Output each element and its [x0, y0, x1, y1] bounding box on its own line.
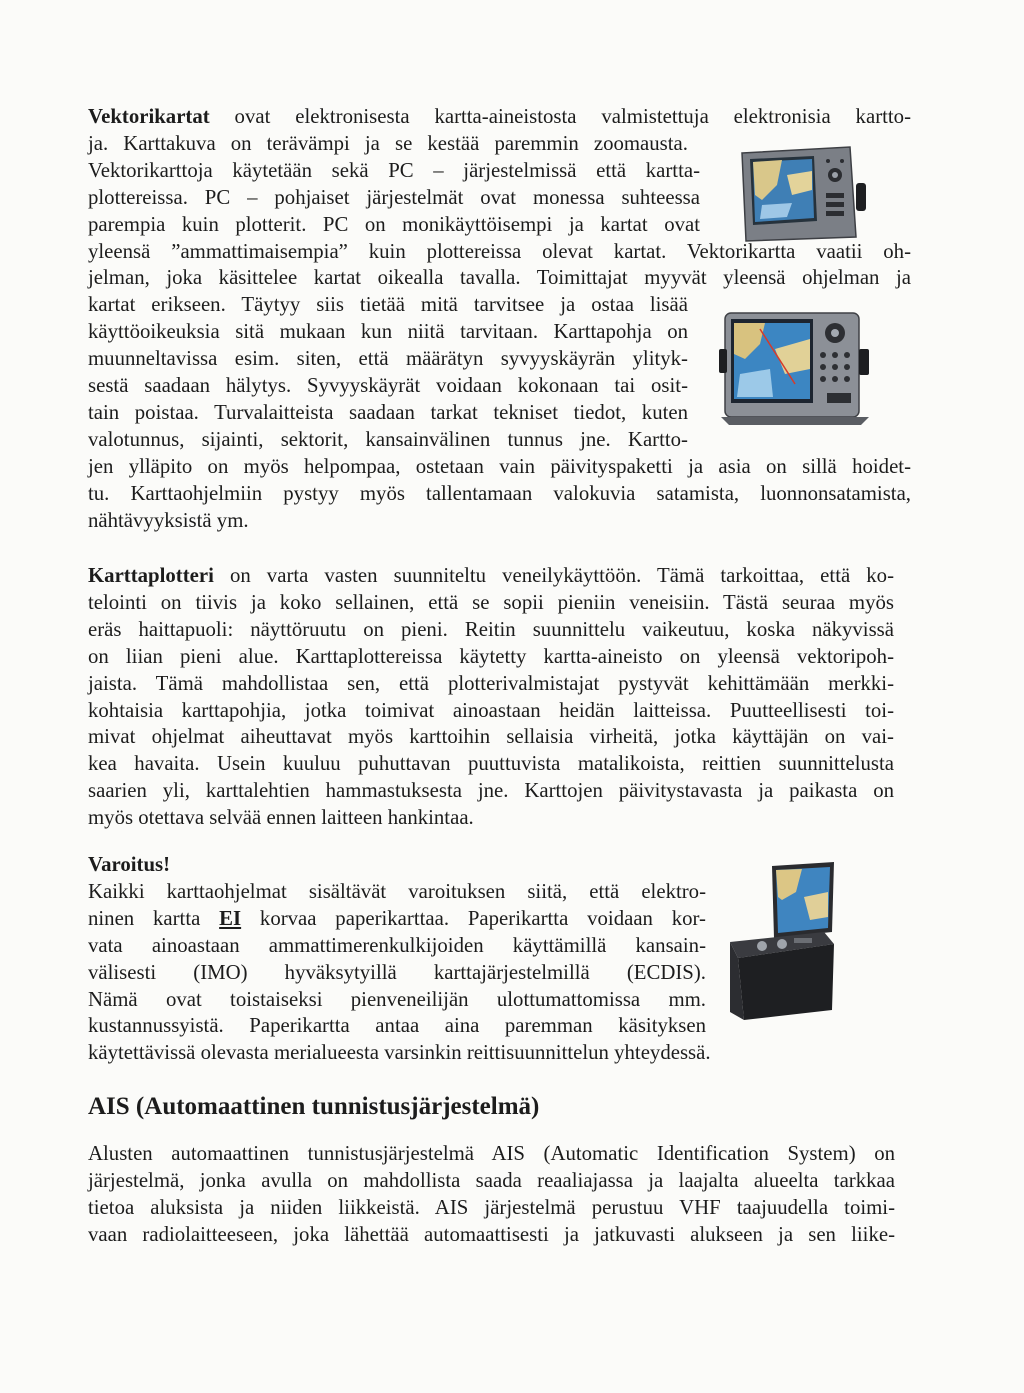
text-line: kartat erikseen. Täytyy siis tietää mitä tarvitsee ja ostaa lisää	[88, 293, 688, 317]
text-line: jaista. Tämä mahdollistaa sen, että plotterivalmistajat pystyvät kehittämään merkki-	[88, 671, 894, 695]
text-line: saarien yli, karttalehtien hammastuksesta jne. Karttojen päivitystavasta ja paikasta on	[88, 779, 894, 803]
term-vektorikartat: Vektorikartat	[88, 105, 210, 128]
text-line: Vektorikartat ovat elektronisesta kartta-aineistosta valmistettuja elektronisia kartto-	[88, 105, 911, 128]
text-line: yleensä ”ammattimaisempia” kuin plottereissa olevat kartat. Vektorikartta vaatii oh-	[88, 239, 911, 263]
ecdis-console-photo	[722, 862, 842, 1020]
text-line: käytettävissä olevasta merialueesta varsinkin reittisuunnittelun yhteydessä.	[88, 1041, 711, 1065]
text-line: Karttaplotteri on varta vasten suunniteltu veneilykäyttöön. Tämä tarkoittaa, että ko-	[88, 564, 894, 587]
text-line: mivat ohjelmat aiheuttavat myös karttoihin sellaisia virheitä, jotka käyttäjän on vai-	[88, 725, 894, 749]
text-line: telointi on tiivis ja koko sellainen, että se sopii pieniin veneisiin. Tästä seuraa myös	[88, 590, 894, 614]
text-line: valotunnus, sijainti, sektorit, kansainvälinen tunnus jne. Kartto-	[88, 427, 688, 451]
ais-heading: AIS (Automaattinen tunnistusjärjestelmä)	[88, 1093, 540, 1120]
text-line: on liian pieni alue. Karttaplottereissa käytetty kartta-aineisto on yleensä vektoripoh-	[88, 644, 894, 668]
text-line: kea havaita. Usein kuuluu puhuttavan puuttuvista matalikoista, reittien suunnittelusta	[88, 752, 894, 776]
text-line: Kaikki karttaohjelmat sisältävät varoituksen siitä, että elektro-	[88, 879, 706, 903]
text-line: vaan radiolaitteeseen, joka lähettää automaattisesti ja jatkuvasti alukseen ja sen liike-	[88, 1222, 895, 1246]
text-line: Nämä ovat toistaiseksi pienveneilijän ulottumattomissa mm.	[88, 987, 706, 1011]
text-line: sestä saadaan hälytys. Syvyyskäyrät voidaan kokonaan tai osit-	[88, 374, 688, 398]
text-line: nähtävyyksistä ym.	[88, 508, 249, 532]
warning-section	[88, 852, 808, 1067]
text-line: plottereissa. PC – pohjaiset järjestelmät ovat monessa suhteessa	[88, 185, 700, 209]
text-line: kohtaisia karttapohjia, jotka toimivat ainoastaan heidän laitteissa. Puutteellisesti toi-	[88, 698, 894, 722]
text-line: muunneltavissa esim. siten, että määrätyn syvyyskäyrän ylityk-	[88, 347, 688, 371]
text-line: järjestelmä, jonka avulla on mahdollista saada reaaliajassa ja laajalta alueelta tarkkaa	[88, 1168, 895, 1192]
text-line: tietoa aluksista ja niiden liikkeistä. AIS järjestelmä perustuu VHF taajuudella toimi-	[88, 1195, 895, 1219]
ais-section	[88, 1141, 895, 1249]
text-line: Vektorikarttoja käytetään sekä PC – järjestelmissä että kartta-	[88, 158, 700, 182]
text-line: vata ainoastaan ammattimerenkulkijoiden käyttämillä kansain-	[88, 933, 706, 957]
chartplotter-photo-small	[722, 145, 872, 245]
text-line: ninen kartta EI korvaa paperikarttaa. Paperikartta voidaan kor-	[88, 906, 706, 930]
text-line: välisesti (IMO) hyväksytyillä karttajärjestelmillä (ECDIS).	[88, 960, 706, 984]
chartplotter-section	[88, 563, 894, 832]
warning-heading: Varoitus!	[88, 853, 171, 876]
text-line: eräs haittapuoli: näyttöruutu on pieni. Reitin suunnittelu vaikeutuu, koska näkyvissä	[88, 617, 894, 641]
text-line: kustannussyistä. Paperikartta antaa aina paremman käsityksen	[88, 1014, 706, 1038]
chartplotter-photo-large	[715, 309, 875, 427]
text-line: tu. Karttaohjelmiin pystyy myös tallentamaan valokuvia satamista, luonnonsatamista,	[88, 481, 911, 505]
text-line: jen ylläpito on myös helpompaa, ostetaan vain päivityspaketti ja asia on sillä hoidet-	[88, 454, 911, 478]
text-line: jelman, joka käsittelee kartat oikealla tavalla. Toimittajat myyvät yleensä ohjelman ja	[88, 266, 911, 290]
text-line: käyttöoikeuksia sitä mukaan kun niitä tarvitaan. Karttapohja on	[88, 320, 688, 344]
text-line: myös otettava selvää ennen laitteen hankintaa.	[88, 806, 474, 830]
text-line: Alusten automaattinen tunnistusjärjestelmä AIS (Automatic Identification System) on	[88, 1142, 895, 1165]
text-line: ja. Karttakuva on terävämpi ja se kestää paremmin zoomausta.	[88, 131, 688, 155]
text-line: tain poistaa. Turvalaitteista saadaan tarkat tekniset tiedot, kuten	[88, 400, 688, 424]
emphasis-ei: EI	[219, 906, 242, 930]
term-karttaplotteri: Karttaplotteri	[88, 564, 214, 587]
text-line: parempia kuin plotterit. PC on monikäyttöisempi ja kartat ovat	[88, 212, 700, 236]
